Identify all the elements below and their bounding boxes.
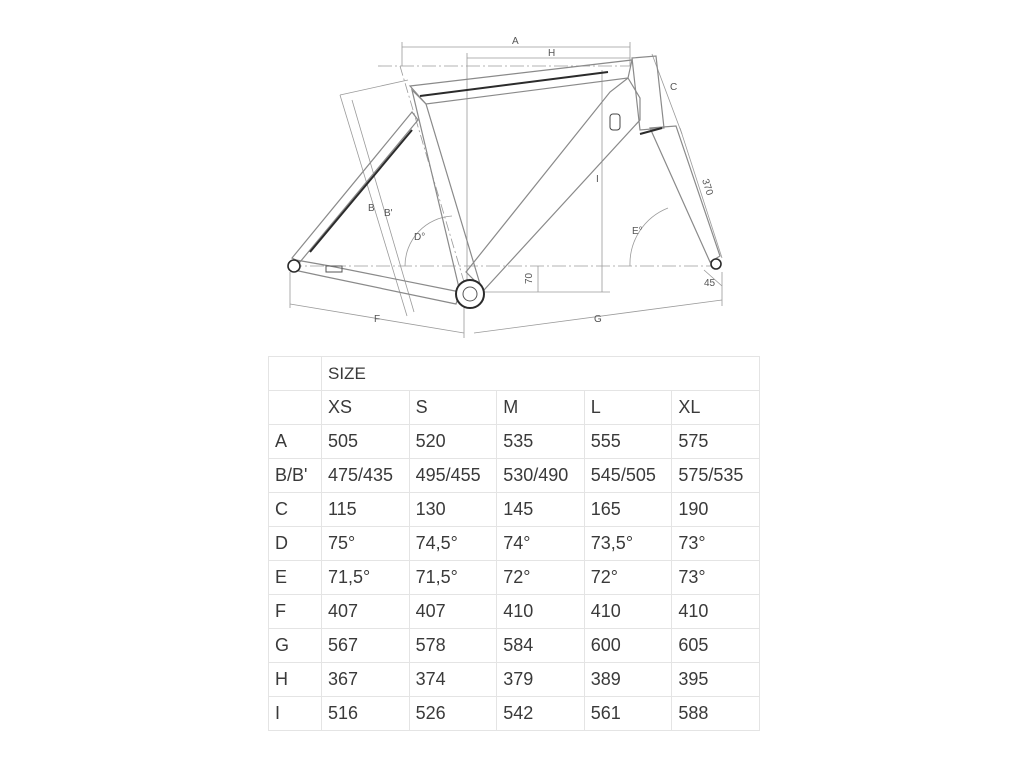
table-cell: 530/490 bbox=[497, 459, 585, 493]
row-label: D bbox=[269, 527, 322, 561]
size-m: M bbox=[497, 391, 585, 425]
row-label: E bbox=[269, 561, 322, 595]
table-cell: 165 bbox=[584, 493, 672, 527]
table-row-a bbox=[269, 425, 760, 459]
table-cell: 575 bbox=[672, 425, 760, 459]
table-cell: 545/505 bbox=[584, 459, 672, 493]
table-cell: 389 bbox=[584, 663, 672, 697]
size-header-row bbox=[269, 357, 760, 391]
table-cell: 367 bbox=[322, 663, 410, 697]
label-g: G bbox=[594, 314, 602, 325]
frame-accents bbox=[310, 72, 662, 252]
geometry-table bbox=[268, 356, 760, 731]
table-cell: 516 bbox=[322, 697, 410, 731]
table-row-c bbox=[269, 493, 760, 527]
table-row-h bbox=[269, 663, 760, 697]
table-cell: 584 bbox=[497, 629, 585, 663]
table-row-f bbox=[269, 595, 760, 629]
table-cell: 535 bbox=[497, 425, 585, 459]
table-cell: 555 bbox=[584, 425, 672, 459]
table-cell: 475/435 bbox=[322, 459, 410, 493]
label-a: A bbox=[512, 36, 519, 47]
label-c: C bbox=[670, 82, 678, 93]
table-cell: 72° bbox=[497, 561, 585, 595]
table-cell: 542 bbox=[497, 697, 585, 731]
label-forty-five: 45 bbox=[704, 278, 716, 289]
label-three-seventy: 370 bbox=[699, 177, 715, 197]
size-xl: XL bbox=[672, 391, 760, 425]
blank-cell bbox=[269, 391, 322, 425]
row-label: H bbox=[269, 663, 322, 697]
size-l: L bbox=[584, 391, 672, 425]
table-cell: 526 bbox=[409, 697, 497, 731]
table-cell: 130 bbox=[409, 493, 497, 527]
label-d: D° bbox=[414, 232, 426, 243]
table-cell: 75° bbox=[322, 527, 410, 561]
table-cell: 561 bbox=[584, 697, 672, 731]
size-header: SIZE bbox=[322, 357, 760, 391]
table-cell: 495/455 bbox=[409, 459, 497, 493]
table-cell: 190 bbox=[672, 493, 760, 527]
table-cell: 520 bbox=[409, 425, 497, 459]
table-cell: 407 bbox=[409, 595, 497, 629]
table-cell: 73,5° bbox=[584, 527, 672, 561]
table-cell: 72° bbox=[584, 561, 672, 595]
frame-outline bbox=[292, 56, 720, 304]
rear-dropout bbox=[288, 260, 300, 272]
table-row-i bbox=[269, 697, 760, 731]
table-row-d bbox=[269, 527, 760, 561]
label-b: B bbox=[368, 203, 375, 214]
table-cell: 395 bbox=[672, 663, 760, 697]
size-xs: XS bbox=[322, 391, 410, 425]
table-cell: 73° bbox=[672, 561, 760, 595]
table-row-g bbox=[269, 629, 760, 663]
table-cell: 74,5° bbox=[409, 527, 497, 561]
table-cell: 71,5° bbox=[322, 561, 410, 595]
table-cell: 588 bbox=[672, 697, 760, 731]
label-seventy: 70 bbox=[524, 272, 535, 284]
label-b-prime: B' bbox=[384, 208, 393, 219]
table-cell: 74° bbox=[497, 527, 585, 561]
table-cell: 578 bbox=[409, 629, 497, 663]
front-dropout bbox=[711, 259, 721, 269]
row-label: G bbox=[269, 629, 322, 663]
table-cell: 505 bbox=[322, 425, 410, 459]
frame-geometry-diagram bbox=[0, 0, 1024, 350]
headtube-badge bbox=[610, 114, 620, 130]
table-cell: 407 bbox=[322, 595, 410, 629]
row-label: C bbox=[269, 493, 322, 527]
table-cell: 145 bbox=[497, 493, 585, 527]
table-cell: 379 bbox=[497, 663, 585, 697]
row-label: B/B' bbox=[269, 459, 322, 493]
table-cell: 73° bbox=[672, 527, 760, 561]
label-e: E° bbox=[632, 226, 643, 237]
table-cell: 600 bbox=[584, 629, 672, 663]
table-cell: 410 bbox=[497, 595, 585, 629]
table-row-b bbox=[269, 459, 760, 493]
table-row-e bbox=[269, 561, 760, 595]
bottom-bracket bbox=[456, 280, 484, 308]
table-cell: 374 bbox=[409, 663, 497, 697]
table-cell: 575/535 bbox=[672, 459, 760, 493]
table-cell: 410 bbox=[672, 595, 760, 629]
dimension-lines bbox=[288, 42, 722, 338]
table-cell: 410 bbox=[584, 595, 672, 629]
label-i: I bbox=[596, 174, 599, 185]
label-f: F bbox=[374, 314, 381, 325]
size-s: S bbox=[409, 391, 497, 425]
row-label: A bbox=[269, 425, 322, 459]
label-h: H bbox=[548, 48, 556, 59]
table-cell: 567 bbox=[322, 629, 410, 663]
table-cell: 115 bbox=[322, 493, 410, 527]
table-cell: 605 bbox=[672, 629, 760, 663]
sizes-row bbox=[269, 391, 760, 425]
blank-cell bbox=[269, 357, 322, 391]
row-label: I bbox=[269, 697, 322, 731]
row-label: F bbox=[269, 595, 322, 629]
table-cell: 71,5° bbox=[409, 561, 497, 595]
